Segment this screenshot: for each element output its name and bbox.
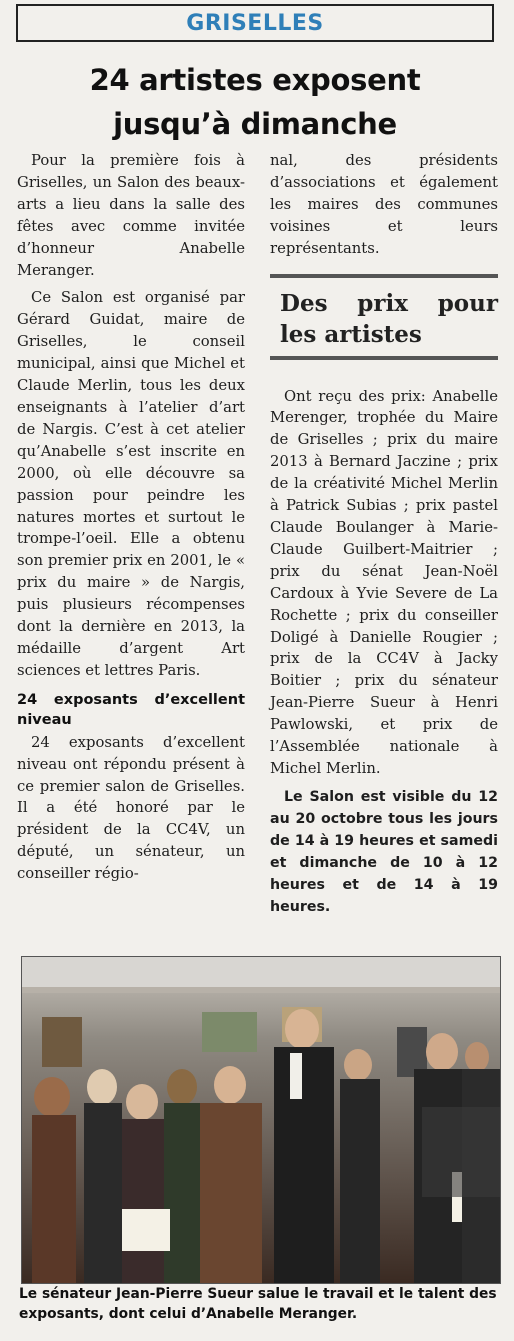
box-bottom-rule	[270, 356, 498, 360]
box-heading-prix: Des prix pour les artistes	[280, 289, 498, 348]
paragraph-organisation: Ce Salon est organisé par Gérard Guidat, maire de Griselles, le conseil municipal, ainsi que Michel et Claude Merlin, tous les deux enseignants à l’atelier d’art de Nargis. C’est à cet atelier qu’Anabelle s’est inscrite en 2000, où elle découvre sa passion pour peindre les natures mortes et surtout le trompe-l’oeil. Elle a obtenu son premier prix en 2001, le « prix du maire » de Nargis, puis plusieurs récompenses dont la dernière en 2013, la médaille d’argent Art sciences et lettres Paris.	[17, 289, 245, 679]
section-rubric	[16, 4, 494, 42]
rubric-label: GRISELLES	[186, 10, 324, 36]
headline-line-2: jusqu’à dimanche	[113, 107, 397, 141]
paragraph-intro: Pour la première fois à Griselles, un Salon des beaux-arts a lieu dans la salle des fêtes avec comme invitée d’honneur Anabelle Meranger.	[17, 152, 245, 279]
article-headline	[16, 58, 494, 146]
headline-line-1: 24 artistes exposent	[89, 63, 421, 97]
right-column	[270, 150, 498, 924]
paragraph-exposants: 24 exposants d’excellent niveau ont répondu présent à ce premier salon de Griselles. Il a été honoré par le président de la CC4V, un député, un sénateur, un conseiller régio-	[17, 733, 245, 883]
photo-caption: Le sénateur Jean-Pierre Sueur salue le travail et le talent des exposants, dont celui d’Anabelle Meranger.	[19, 1286, 497, 1322]
event-photo	[21, 956, 501, 1284]
event-photo-illustration	[22, 957, 500, 1283]
subheading-exposants: 24 exposants d’excellent niveau	[17, 691, 245, 728]
box-top-rule	[270, 274, 498, 278]
left-column	[17, 150, 245, 891]
paragraph-continuation: nal, des présidents d’associations et également les maires des communes voisines et leurs représentants.	[270, 152, 498, 257]
paragraph-visiting-hours: Le Salon est visible du 12 au 20 octobre tous les jours de 14 à 19 heures et samedi et dimanche de 10 à 12 heures et de 14 à 19 heures.	[270, 788, 498, 915]
paragraph-prix: Ont reçu des prix: Anabelle Merenger, trophée du Maire de Griselles ; prix du maire 2013 à Bernard Jaczine ; prix de la créativité Michel Merlin à Patrick Subias ; prix pastel Claude Boulanger à Marie-Claude Guilbert-Maitrier ; prix du sénat Jean-Noël Cardoux à Yvie Severe de La Rochette ; prix du conseiller Doligé à Danielle Rougier ; prix de la CC4V à Jacky Boitier ; prix du sénateur Jean-Pierre Sueur à Henri Pawlowski, et prix de l’Assemblée nationale à Michel Merlin.	[270, 387, 498, 777]
